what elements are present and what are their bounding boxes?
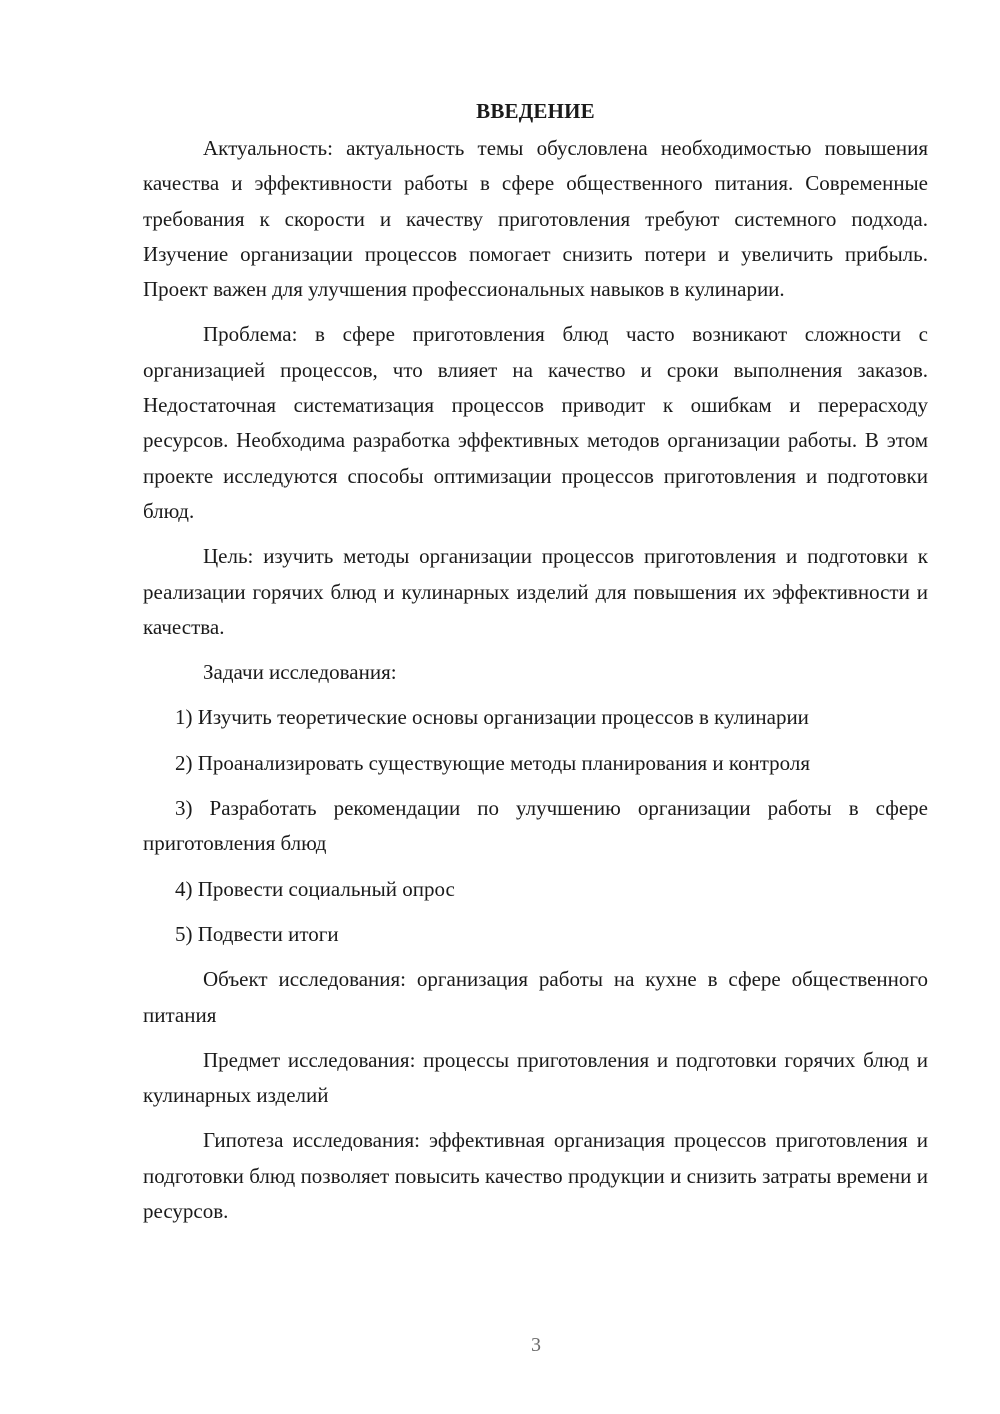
tasks-heading: Задачи исследования:	[203, 660, 397, 685]
relevance-paragraph: Актуальность: актуальность темы обусловлена необходимостью повышения качества и эффективности работы в сфере общественного питания. Современные требования к скорости и качеству приготовления требуют системного подхода. Изучение организации процессов помогает снизить потери и увеличить прибыль. Проект важен для улучшения профессиональных навыков в кулинарии.	[143, 136, 928, 302]
object-paragraph: Объект исследования: организация работы на кухне в сфере общественного питания	[143, 967, 928, 1027]
goal-paragraph: Цель: изучить методы организации процессов приготовления и подготовки к реализации горячих блюд и кулинарных изделий для повышения их эффективности и качества.	[143, 544, 928, 639]
problem-paragraph: Проблема: в сфере приготовления блюд часто возникают сложности с организацией процессов, что влияет на качество и сроки выполнения заказов. Недостаточная систематизация процессов приводит к ошибкам и перерасходу ресурсов. Необходима разработка эффективных методов организации работы. В этом проекте исследуются способы оптимизации процессов приготовления и подготовки блюд.	[143, 322, 928, 523]
task-item-1: 1) Изучить теоретические основы организации процессов в кулинарии	[175, 705, 809, 730]
task-item-4: 4) Провести социальный опрос	[175, 876, 455, 901]
task-item-5: 5) Подвести итоги	[175, 921, 339, 946]
task-item-2: 2) Проанализировать существующие методы планирования и контроля	[175, 750, 811, 775]
subject-paragraph: Предмет исследования: процессы приготовления и подготовки горячих блюд и кулинарных изделий	[143, 1047, 928, 1108]
document-page	[143, 94, 928, 1239]
hypothesis-paragraph: Гипотеза исследования: эффективная организация процессов приготовления и подготовки блюд позволяет повысить качество продукции и снизить затраты времени и ресурсов.	[143, 1128, 928, 1224]
page-title: ВВЕДЕНИЕ	[476, 99, 595, 123]
page-number: 3	[531, 1334, 541, 1356]
task-item-3: 3) Разработать рекомендации по улучшению организации работы в сфере приготовления блюд	[143, 796, 928, 856]
